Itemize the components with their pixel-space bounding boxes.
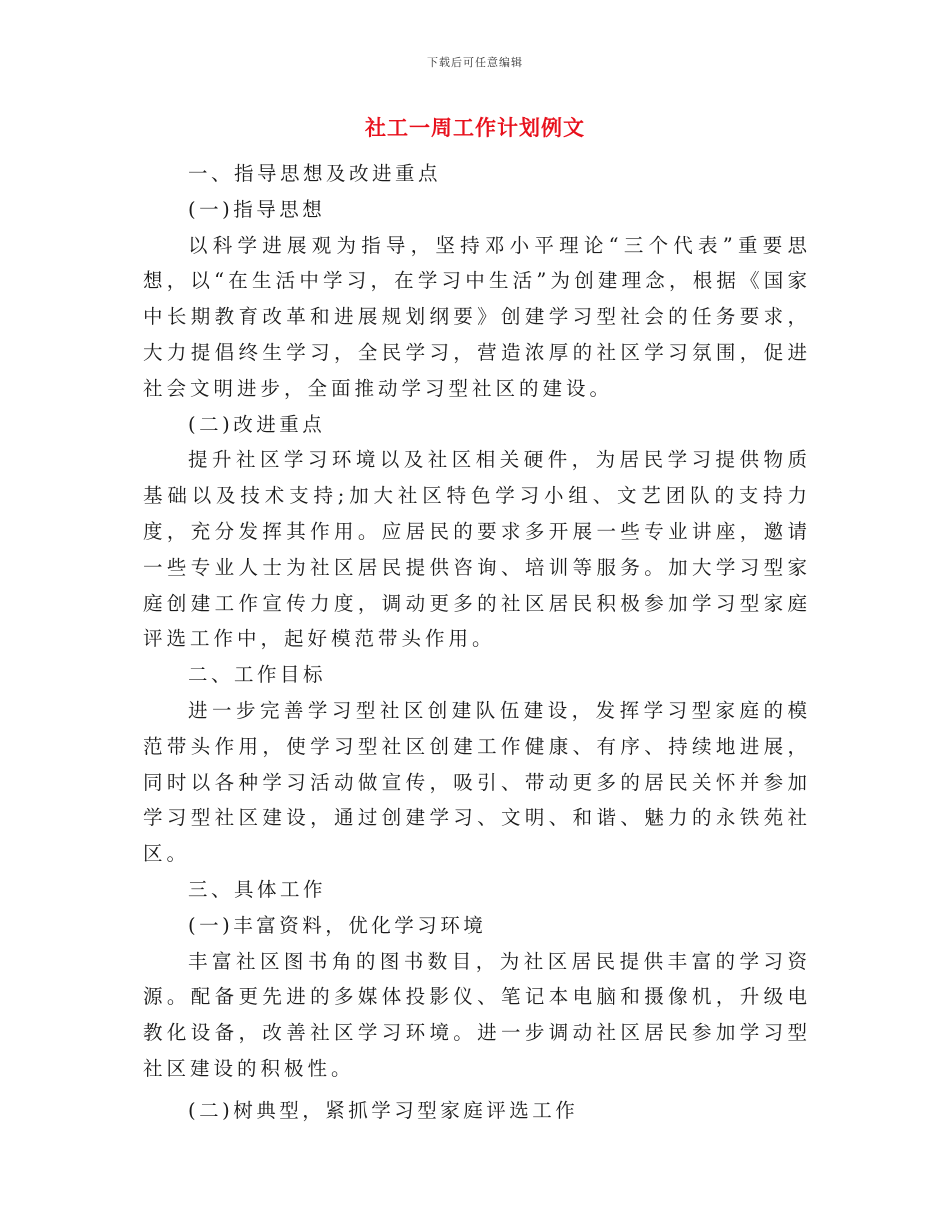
section-heading-2: 二、工作目标 [188, 663, 327, 687]
section-heading-3: 三、具体工作 [188, 877, 327, 901]
paragraph-improvement-focus: 提升社区学习环境以及社区相关硬件，为居民学习提供物质基础以及技术支持;加大社区特色学习小组、文艺团队的支持力度，充分发挥其作用。应居民的要求多开展一些专业讲座，邀请一些专业人士为社区居民提供咨询、培训等服务。加大学习型家庭创建工作宣传力度，调动更多的社区居民积极参加学习型家庭评选工作中，起好模范带头作用。 [143, 448, 811, 651]
subsection-heading-1-2: (二)改进重点 [188, 412, 326, 436]
subsection-heading-1-1: (一)指导思想 [188, 197, 326, 221]
paragraph-guiding-ideology: 以科学进展观为指导，坚持邓小平理论“三个代表”重要思想，以“在生活中学习，在学习中生活”为创建理念，根据《国家中长期教育改革和进展规划纲要》创建学习型社会的任务要求，大力提倡终生学习，全民学习，营造浓厚的社区学习氛围，促进社会文明进步，全面推动学习型社区的建设。 [143, 233, 811, 400]
paragraph-work-goals: 进一步完善学习型社区创建队伍建设，发挥学习型家庭的模范带头作用，使学习型社区创建工作健康、有序、持续地进展，同时以各种学习活动做宣传，吸引、带动更多的居民关怀并参加学习型社区建设，通过创建学习、文明、和谐、魅力的永铁苑社区。 [143, 698, 811, 866]
document-body [143, 156, 811, 1129]
document-title: 社工一周工作计划例文 [365, 115, 585, 140]
subsection-heading-3-2: (二)树典型，紧抓学习型家庭评选工作 [188, 1098, 579, 1122]
header-note: 下载后可任意编辑 [427, 56, 523, 69]
paragraph-enrich-materials: 丰富社区图书角的图书数目，为社区居民提供丰富的学习资源。配备更先进的多媒体投影仪、笔记本电脑和摄像机，升级电教化设备，改善社区学习环境。进一步调动社区居民参加学习型社区建设的积极性。 [143, 949, 811, 1080]
subsection-heading-3-1: (一)丰富资料，优化学习环境 [188, 913, 487, 937]
section-heading-1: 一、指导思想及改进重点 [188, 162, 442, 185]
